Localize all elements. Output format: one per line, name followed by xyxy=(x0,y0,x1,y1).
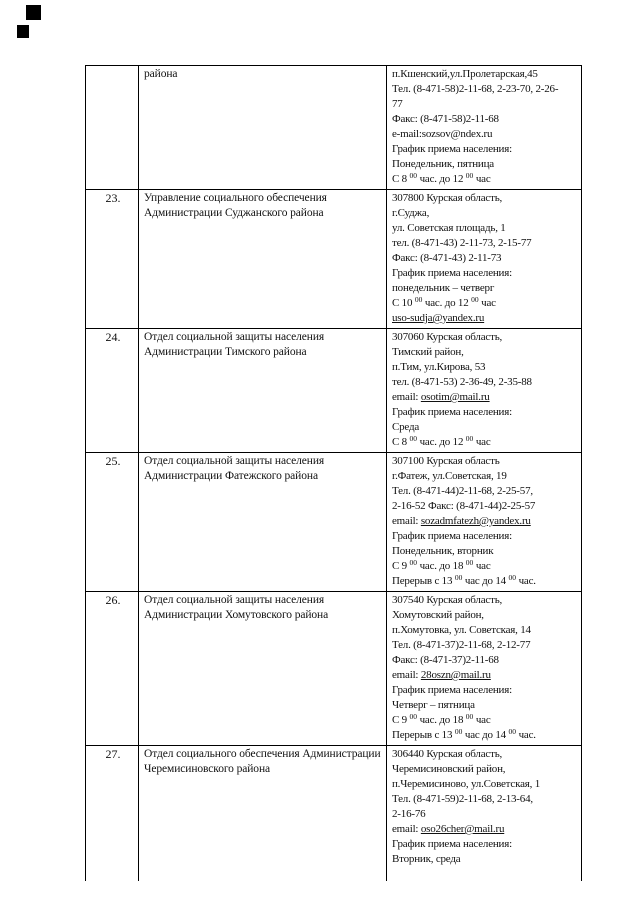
detail-line: 2-16-52 Факс: (8-471-44)2-25-57 xyxy=(392,500,536,512)
detail-line: 307100 Курская область xyxy=(392,455,500,467)
org-details xyxy=(387,329,582,453)
detail-line: п.Хомутовка, ул. Советская, 14 xyxy=(392,624,531,636)
detail-line: Хомутовский район, xyxy=(392,609,484,621)
detail-line: Тимский район, xyxy=(392,346,464,358)
org-details xyxy=(387,592,582,746)
detail-line: График приема населения: xyxy=(392,143,512,155)
detail-line: e-mail:sozsov@ndex.ru xyxy=(392,128,493,140)
email-text: uso-sudja@yandex.ru xyxy=(392,312,485,324)
detail-line: Перерыв с 13 $^{00}$ час до 14 $^{00}$ час. xyxy=(392,573,536,587)
org-details xyxy=(387,190,582,329)
detail-line: График приема населения: xyxy=(392,530,512,542)
table-row xyxy=(86,453,582,592)
org-name: Отдел социальной защиты населения Администрации Тимского района xyxy=(139,329,387,453)
org-name: Отдел социальной защиты населения Администрации Фатежского района xyxy=(139,453,387,592)
detail-line: email: sozadmfatezh@yandex.ru xyxy=(392,515,531,527)
detail-line: С 8 $^{00}$ час. до 12 $^{00}$ час xyxy=(392,171,491,185)
detail-line: Четверг – пятница xyxy=(392,699,475,711)
detail-line: Среда xyxy=(392,421,420,433)
detail-line: тел. (8-471-43) 2-11-73, 2-15-77 xyxy=(392,237,532,249)
row-number: 27. xyxy=(86,746,139,882)
detail-line: 306440 Курская область, xyxy=(392,748,503,760)
detail-line: 2-16-76 xyxy=(392,808,426,820)
scan-artifact xyxy=(26,5,41,20)
email-text: sozadmfatezh@yandex.ru xyxy=(420,515,531,527)
detail-line: Понедельник, пятница xyxy=(392,158,494,170)
org-name: района xyxy=(139,66,387,190)
detail-line: График приема населения: xyxy=(392,684,512,696)
org-details xyxy=(387,66,582,190)
detail-line: Тел. (8-471-58)2-11-68, 2-23-70, 2-26- xyxy=(392,83,559,95)
row-number: 24. xyxy=(86,329,139,453)
email-text: osotim@mail.ru xyxy=(420,391,490,403)
detail-line: email: oso26cher@mail.ru xyxy=(392,823,505,835)
row-number: 26. xyxy=(86,592,139,746)
detail-line: понедельник – четверг xyxy=(392,282,495,294)
detail-line: С 8 $^{00}$ час. до 12 $^{00}$ час xyxy=(392,434,491,448)
table-row xyxy=(86,329,582,453)
detail-line: Перерыв с 13 $^{00}$ час до 14 $^{00}$ час. xyxy=(392,727,536,741)
detail-line: Вторник, среда xyxy=(392,853,461,865)
detail-line: Тел. (8-471-59)2-11-68, 2-13-64, xyxy=(392,793,533,805)
email-text: oso26cher@mail.ru xyxy=(420,823,505,835)
detail-line: График приема населения: xyxy=(392,267,512,279)
detail-line: г.Фатеж, ул.Советская, 19 xyxy=(392,470,507,482)
detail-line: Факс: (8-471-58)2-11-68 xyxy=(392,113,499,125)
detail-line: С 9 $^{00}$ час. до 18 $^{00}$ час xyxy=(392,712,491,726)
detail-line: ул. Советская площадь, 1 xyxy=(392,222,506,234)
contacts-table-body xyxy=(86,66,582,882)
org-details xyxy=(387,453,582,592)
detail-line: 77 xyxy=(392,98,403,110)
detail-line: п.Черемисиново, ул.Советская, 1 xyxy=(392,778,541,790)
detail-line: График приема населения: xyxy=(392,406,512,418)
detail-line xyxy=(392,311,578,326)
table-row xyxy=(86,746,582,882)
detail-line: 307800 Курская область, xyxy=(392,192,503,204)
org-name: Отдел социального обеспечения Администрации Черемисиновского района xyxy=(139,746,387,882)
email-text: 28oszn@mail.ru xyxy=(420,669,491,681)
detail-line: Факс: (8-471-43) 2-11-73 xyxy=(392,252,502,264)
detail-line: Понедельник, вторник xyxy=(392,545,494,557)
table-row xyxy=(86,190,582,329)
org-name: Управление социального обеспечения Администрации Суджанского района xyxy=(139,190,387,329)
detail-line: График приема населения: xyxy=(392,838,512,850)
row-number xyxy=(86,66,139,190)
contacts-table xyxy=(85,65,582,881)
detail-line: Факс: (8-471-37)2-11-68 xyxy=(392,654,499,666)
detail-line: 307540 Курская область, xyxy=(392,594,503,606)
detail-line: тел. (8-471-53) 2-36-49, 2-35-88 xyxy=(392,376,532,388)
scan-artifact xyxy=(17,25,29,38)
detail-line: п.Кшенский,ул.Пролетарская,45 xyxy=(392,68,538,80)
detail-line: С 9 $^{00}$ час. до 18 $^{00}$ час xyxy=(392,558,491,572)
row-number: 23. xyxy=(86,190,139,329)
detail-line: 307060 Курская область, xyxy=(392,331,503,343)
detail-line: Тел. (8-471-44)2-11-68, 2-25-57, xyxy=(392,485,533,497)
table-row xyxy=(86,66,582,190)
detail-line: С 10 $^{00}$ час. до 12 $^{00}$ час xyxy=(392,295,496,309)
table-row xyxy=(86,592,582,746)
detail-line: Тел. (8-471-37)2-11-68, 2-12-77 xyxy=(392,639,531,651)
detail-line: Черемисиновский район, xyxy=(392,763,506,775)
detail-line: г.Суджа, xyxy=(392,207,430,219)
row-number: 25. xyxy=(86,453,139,592)
detail-line: email: 28oszn@mail.ru xyxy=(392,669,491,681)
detail-line: email: osotim@mail.ru xyxy=(392,391,490,403)
detail-line: п.Тим, ул.Кирова, 53 xyxy=(392,361,486,373)
org-name: Отдел социальной защиты населения Администрации Хомутовского района xyxy=(139,592,387,746)
org-details xyxy=(387,746,582,882)
